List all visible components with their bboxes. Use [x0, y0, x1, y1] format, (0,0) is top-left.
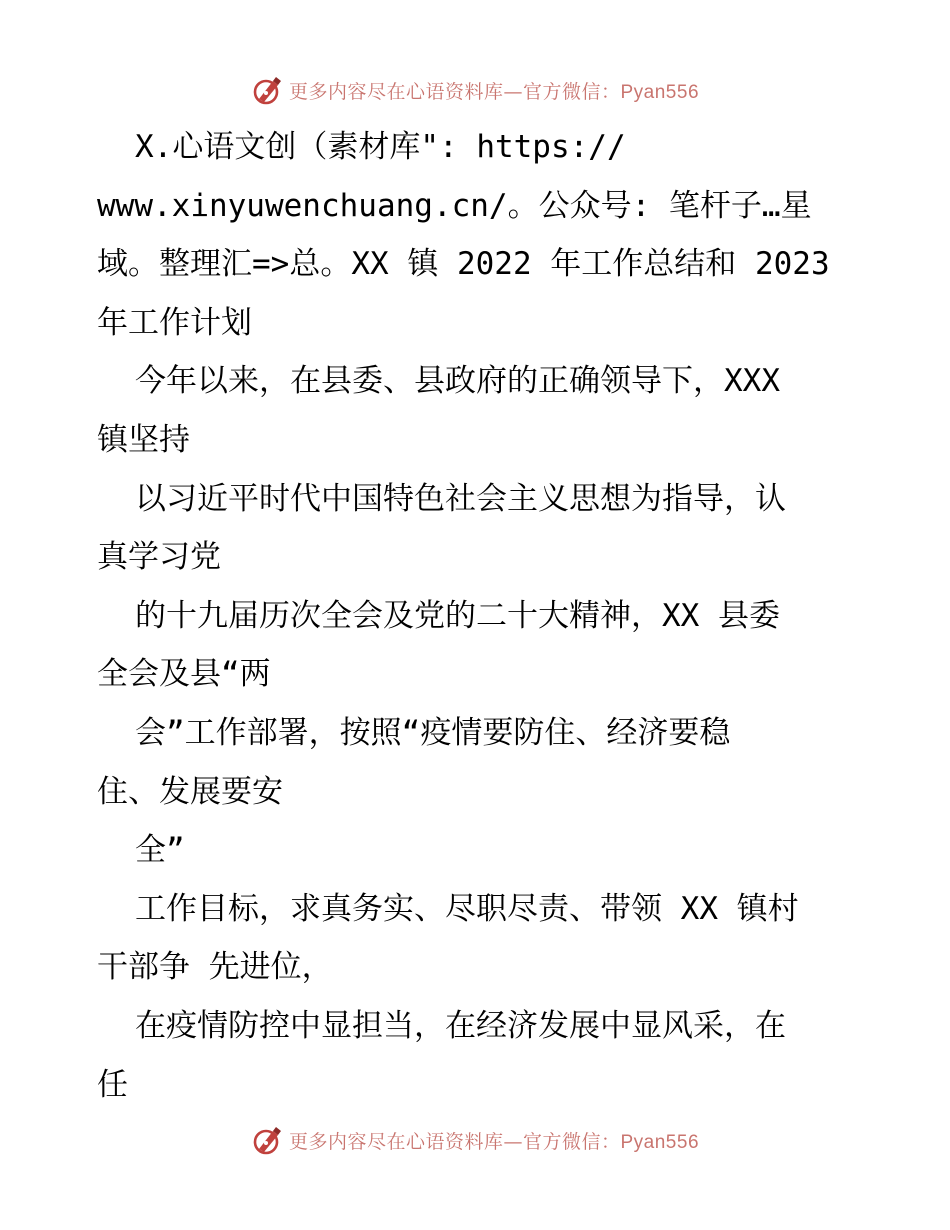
doc-line-10: 全会及县“两: [97, 656, 271, 693]
pen-logo-icon: [251, 1123, 285, 1157]
watermark-account: Pyan556: [620, 81, 700, 103]
doc-line-13: 全”: [135, 832, 185, 869]
doc-line-6: 镇坚持: [97, 421, 190, 458]
doc-line-16: 在疫情防控中显担当，在经济发展中显风采，在: [135, 1007, 786, 1044]
watermark-text: 更多内容尽在心语资料库—官方微信：: [288, 80, 621, 103]
watermark-account: Pyan556: [620, 1131, 700, 1153]
pen-logo-icon: [251, 73, 285, 107]
doc-line-2: www.xinyuwenchuang.cn/。公众号: 笔杆子…星: [97, 187, 812, 224]
document-body: [97, 118, 857, 1114]
doc-line-3: 域。整理汇=>总。XX 镇 2022 年工作总结和 2023: [97, 246, 830, 283]
doc-line-1: X.心语文创（素材库": https://: [135, 129, 626, 165]
doc-line-5: 今年以来，在县委、县政府的正确领导下，XXX: [135, 363, 780, 400]
doc-line-8: 真学习党: [97, 539, 221, 576]
doc-line-12: 住、发展要安: [97, 773, 283, 810]
doc-line-7: 以习近平时代中国特色社会主义思想为指导，认: [135, 480, 786, 517]
doc-line-4: 年工作计划: [97, 304, 252, 341]
doc-line-17: 任: [97, 1066, 128, 1103]
doc-line-9: 的十九届历次全会及党的二十大精神，XX 县委: [135, 597, 780, 634]
doc-line-14: 工作目标，求真务实、尽职尽责、带领 XX 镇村: [135, 890, 799, 927]
doc-line-11: 会”工作部署，按照“疫情要防住、经济要稳: [135, 714, 731, 751]
header-watermark: [0, 70, 950, 110]
footer-watermark: [0, 1120, 950, 1160]
doc-line-15: 干部争 先进位，: [97, 949, 333, 986]
watermark-text: 更多内容尽在心语资料库—官方微信：: [288, 1130, 621, 1153]
